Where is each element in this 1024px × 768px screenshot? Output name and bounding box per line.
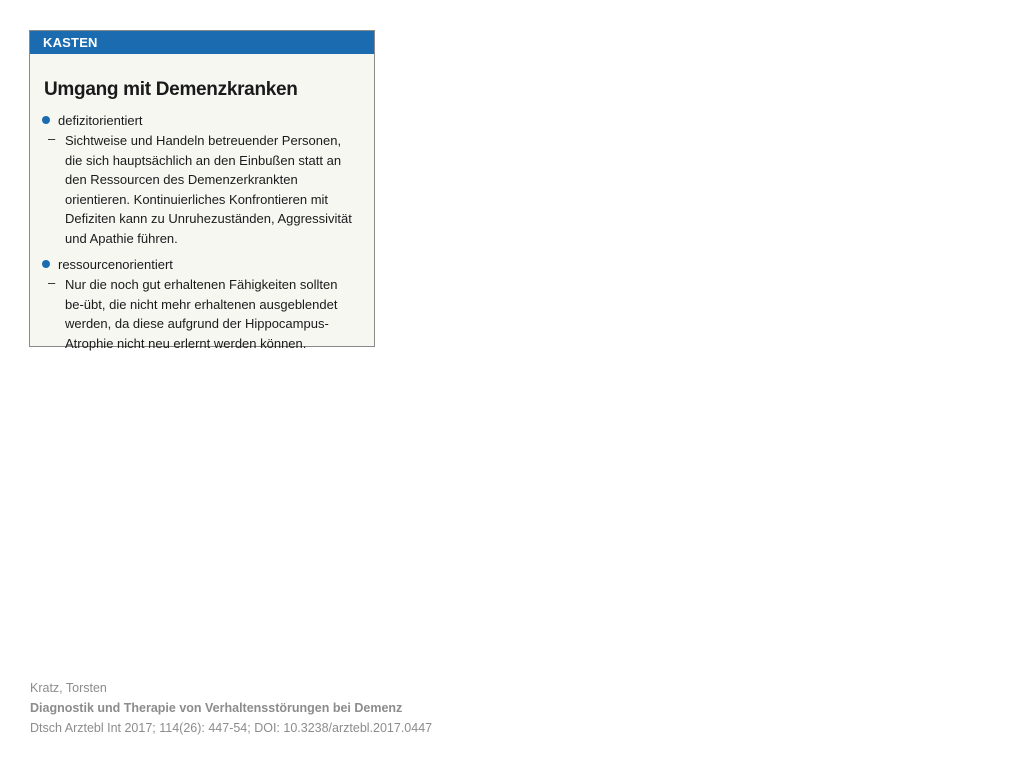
info-box <box>29 30 375 351</box>
item-description: Sichtweise und Handeln betreuender Personen, die sich hauptsächlich an den Einbußen statt an den Ressourcen des Demenzerkrankten orientieren. Kontinuierliches Konfrontieren mit Defiziten kann zu Unruhezuständen, Aggressivität und Apathie führen. <box>65 133 352 246</box>
bullet-icon <box>42 260 50 268</box>
citation-reference: Dtsch Arztebl Int 2017; 114(26): 447-54; DOI: 10.3238/arztebl.2017.0447 <box>30 721 433 735</box>
box-title: Umgang mit Demenzkranken <box>44 79 298 100</box>
list-item <box>42 111 364 248</box>
bullet-row <box>42 255 364 273</box>
description-row <box>42 275 364 353</box>
bullet-icon <box>42 116 50 124</box>
bullet-label: defizitorientiert <box>58 112 143 128</box>
list-item <box>42 255 364 353</box>
bullet-row <box>42 111 364 129</box>
dash-marker: – <box>48 275 56 290</box>
citation-author: Kratz, Torsten <box>30 681 107 695</box>
citation <box>30 678 432 738</box>
citation-title: Diagnostik und Therapie von Verhaltensstörungen bei Demenz <box>30 701 403 715</box>
box-header-label: KASTEN <box>30 31 374 54</box>
description-row <box>42 131 364 248</box>
item-description: Nur die noch gut erhaltenen Fähigkeiten sollten be-übt, die nicht mehr erhaltenen ausgeblendet werden, da diese aufgrund der Hippocampus-Atrophie nicht neu erlernt werden können. <box>65 277 338 351</box>
bullet-label: ressourcenorientiert <box>58 256 173 272</box>
dash-marker: – <box>48 131 56 146</box>
